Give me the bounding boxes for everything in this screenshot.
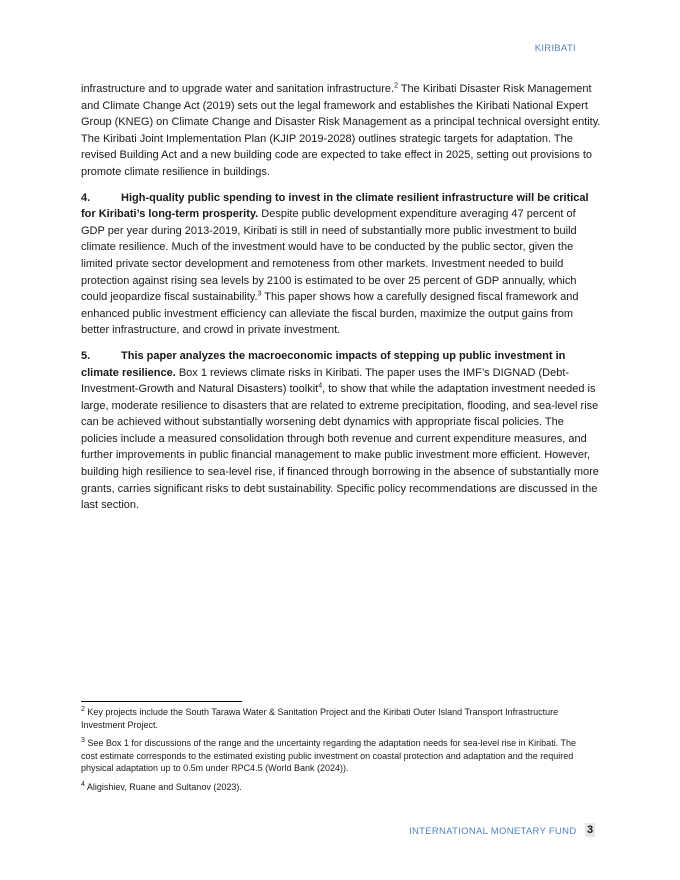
paragraph-5: 5. This paper analyzes the macroeconomic impacts of stepping up public investment in climate resilience. Box 1 reviews climate risks in Kiribati. The paper uses the IMF’s DIGNAD (Debt-Investment-Growth and Natural Disasters) toolkit$^4$, to show that while the adaptation investment needed is large, moderate resilience to disasters that are related to extreme precipitation, flooding, and sea-level rise can be achieved without substantially worsening debt dynamics with appropriate fiscal policies. The policies include a measured consolidation through both revenue and current expenditure measures, and further improvements in public financial management to make public investment more efficient. However, building high resilience to sea-level rise, if financed through borrowing in the absence of substantially more grants, carries significant risks to debt sustainability. Specific policy recommendations are discussed in the last section.: [81, 349, 599, 512]
footnotes: [81, 706, 581, 800]
body-text: [81, 81, 601, 523]
footnote-divider: [81, 701, 242, 702]
paragraph-lead: High-quality public spending to invest in the climate resilient infrastructure will be critical for Kiribati’s long-term prosperity.: [81, 191, 589, 221]
paragraph-3-continued: infrastructure and to upgrade water and sanitation infrastructure.$^2$ The Kiribati Disaster Risk Management and Climate Change Act (2019) sets out the legal framework and establishes the Kiribati National Expert Group (KNEG) on Climate Change and Disaster Risk Management as a principal technical oversight entity. The Kiribati Joint Implementation Plan (KJIP 2019-2028) outlines strategic targets for adaptation. The revised Building Act and a new building code are expected to take effect in 2025, setting out provisions to promote climate resilience in buildings.: [81, 82, 601, 178]
running-header: KIRIBATI: [534, 43, 576, 54]
paragraph-number: 5.: [81, 349, 91, 362]
footnote-ref-2: 2: [394, 82, 398, 90]
page-number: 3: [587, 824, 594, 836]
footnote-ref-3: 3: [257, 290, 262, 298]
paragraph-4: 4. High-quality public spending to invest in the climate resilient infrastructure will be critical for Kiribati’s long-term prosperity. Despite public development expenditure averaging 47 percent of GDP per year during 2013-2019, Kiribati is still in need of substantially more public investment to build climate resilience. Much of the investment would have to be conducted by the public sector, given the limited private sector development and remoteness from other markets. Investment needed to build protection against rising sea levels by 2100 is estimated to be over 25 percent of GDP annually, which could jeopardize fiscal sustainability.$^3$ This paper shows how a carefully designed fiscal framework and enhanced public investment efficiency can alleviate the fiscal burden, maximize the output gains from better infrastructure, and crowd in private investment.: [81, 191, 589, 337]
footnote-3: $^3$ See Box 1 for discussions of the range and the uncertainty regarding the adaptation needs for sea-level rise in Kiribati. The cost estimate corresponds to the estimated existing public investment on coastal protection and adaptation and the required physical adaptation up to 0.5m under RPC4.5 (World Bank (2024)).: [81, 737, 577, 774]
footer-organization: INTERNATIONAL MONETARY FUND: [409, 826, 577, 837]
paragraph-lead: This paper analyzes the macroeconomic impacts of stepping up public investment in climate resilience.: [81, 349, 566, 379]
footnote-4: $^4$ Aligishiev, Ruane and Sultanov (2023).: [81, 780, 242, 792]
footnote-2: $^2$ Key projects include the South Tarawa Water & Sanitation Project and the Kiribati Outer Island Transport Infrastructure Investment Project.: [81, 706, 559, 730]
footnote-ref-4: 4: [318, 382, 323, 390]
paragraph-number: 4.: [81, 191, 91, 204]
